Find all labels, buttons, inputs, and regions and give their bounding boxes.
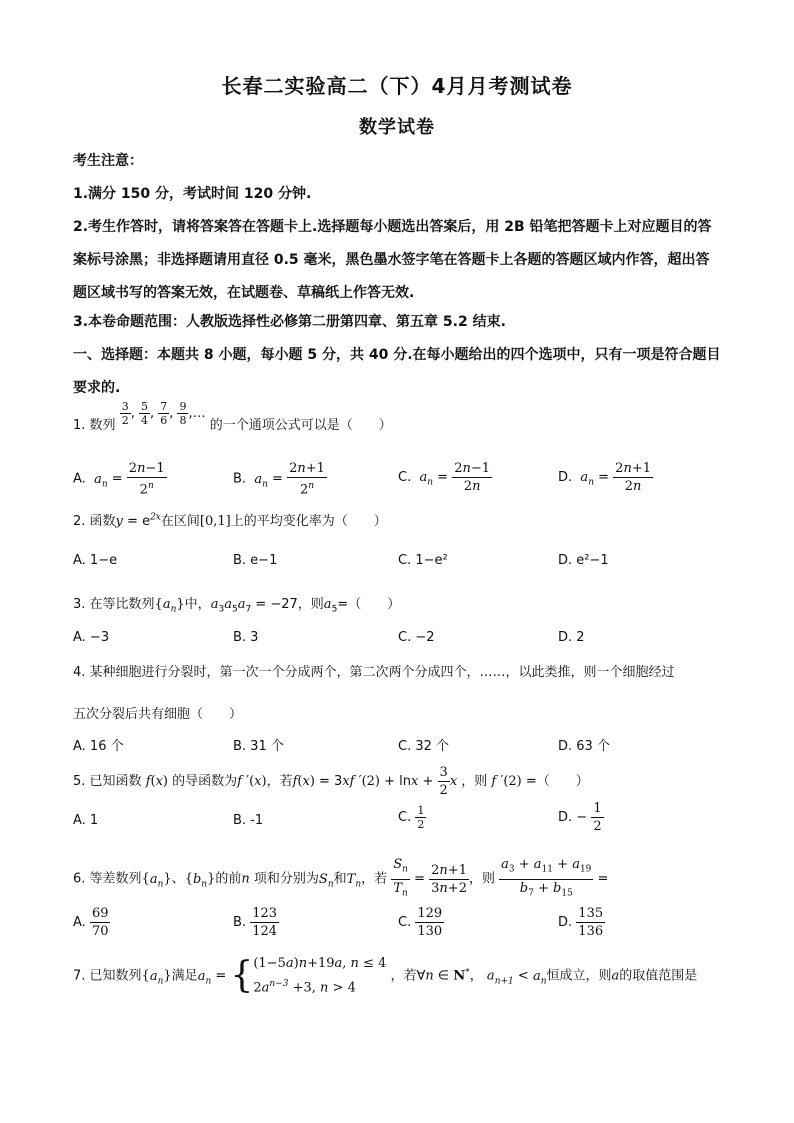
question-7: 7. 已知数列$\{a_n\}$满足$a_n$ = { (1−5a)n+19a, n ≤ 4 $2a^{n-3} +3$, n > 4 ，若∀n ∈ N*， $a_{n+1} < a_n$恒成立，则a的取值范围是 [73,955,698,997]
question-4-line-1: 4. 某种细胞进行分裂时，第一次一个分成两个，第二次两个分成四个，……，以此类推，则一个细胞经过 [73,665,675,680]
q5-option-c: C. $\frac{1}{2}$ [398,804,425,831]
q3-tail: =（ ） [337,597,401,612]
q4-option-c: C. 32 个 [398,739,450,754]
q1-option-c: C. $a_n$ = $\frac{2n-1}{2n}$ [398,461,491,494]
q2-option-a: A. 1−e [73,553,118,568]
question-6: 6. 等差数列$\{a_n\}$、$\{b_n\}$的前n 项和分别为$S_n$和$T_n$，若 $\frac{S_n}{T_n}$ = $\frac{2n+1}{3n+2}$ ，则 $\frac{a_3 + a_{11} + a_{19}}{b_7 + b_{15}}$ = [73,857,609,899]
section-heading: 一、选择题：本题共 8 小题，每小题 5 分，共 40 分.在每小题给出的四个选项中，只有一项是符合题目要求的. [73,347,721,396]
notice-heading: 考生注意： [73,153,143,169]
q2-option-d: D. e²−1 [558,553,609,568]
q5-option-d: D. − $\frac{1}{2}$ [558,801,602,834]
q4-option-d: D. 63 个 [558,739,610,754]
question-3: 3. 在等比数列$\{a_n\}$中，$a_3a_5a_7 = -27$，则$a_5=$（ ） [73,597,401,615]
q1-suffix: 的一个通项公式可以是（ ） [209,418,392,433]
q2-prefix: 2. 函数 [73,514,116,529]
q4-option-b: B. 31 个 [233,739,284,754]
q1-option-d: D. $a_n$ = $\frac{2n+1}{2n}$ [558,461,651,494]
q3-option-b: B. 3 [233,630,259,645]
notice-line-1: 1.满分 150 分，考试时间 120 分钟. [73,186,312,202]
q3-eq: = −27，则 [255,597,324,612]
q6-option-c: C. $\frac{129}{130}$ [398,906,443,939]
question-4-line-2: 五次分裂后共有细胞（ ） [73,707,243,722]
q2-option-b: B. e−1 [233,553,278,568]
q2-option-c: C. 1−e² [398,553,448,568]
q2-tail: 上的平均变化率为（ ） [230,514,387,529]
q4-option-a: A. 16 个 [73,739,124,754]
q5-option-b: B. -1 [233,813,264,828]
q3-option-d: D. 2 [558,630,585,645]
q3-option-a: A. −3 [73,630,110,645]
q3-prefix: 3. 在等比数列 [73,597,155,612]
q6-option-a: A. $\frac{69}{70}$ [73,906,109,939]
q1-option-a: A. $a_n$ = $\frac{2n-1}{2^n}$ [73,461,165,498]
notice-line-2: 2.考生作答时，请将答案答在答题卡上.选择题每小题选出答案后，用 2B 铅笔把答题卡上对应题目的答案标号涂黑；非选择题请用直径 0.5 毫米，黑色墨水签字笔在答题卡上各题的答题区域内作答，超出答题区域书写的答案无效，在试题卷、草稿纸上作答无效. [73,219,712,301]
question-5: 5. 已知函数 f(x) 的导函数为f ′(x)，若f(x) = 3xf ′(2) + lnx + $\frac{3}{2}$ x ，则 f ′(2) =（ ） [73,765,589,798]
q2-mid: 在区间 [160,514,200,529]
notice-line-3: 3.本卷命题范围：人教版选择性必修第二册第四章、第五章 5.2 结束. [73,314,506,330]
question-2: 2. 函数$y = e^{2x}$在区间[0,1]上的平均变化率为（ ） [73,512,387,529]
question-1 [73,400,392,439]
q5-mid: 的导函数为 [172,774,238,789]
q1-prefix: 1. 数列 [73,418,116,433]
q6-option-b: B. $\frac{123}{124}$ [233,906,278,939]
q3-mid: 中， [184,597,211,612]
exam-title: 长春二实验高二（下）4月月考测试卷 [221,74,573,98]
q1-sequence: $\frac{3}{2}$ , $\frac{5}{4}$ , $\frac{7}{6}$ , $\frac{9}{8}$ ,… [121,400,210,427]
exam-subtitle: 数学试卷 [359,117,435,138]
q5-prefix: 5. 已知函数 [73,774,142,789]
q6-option-d: D. $\frac{135}{136}$ [558,906,604,939]
q5-tail: ，若 [266,774,293,789]
q5-option-a: A. 1 [73,813,99,828]
q3-option-c: C. −2 [398,630,435,645]
q1-option-b: B. $a_n$ = $\frac{2n+1}{2^n}$ [233,461,325,498]
